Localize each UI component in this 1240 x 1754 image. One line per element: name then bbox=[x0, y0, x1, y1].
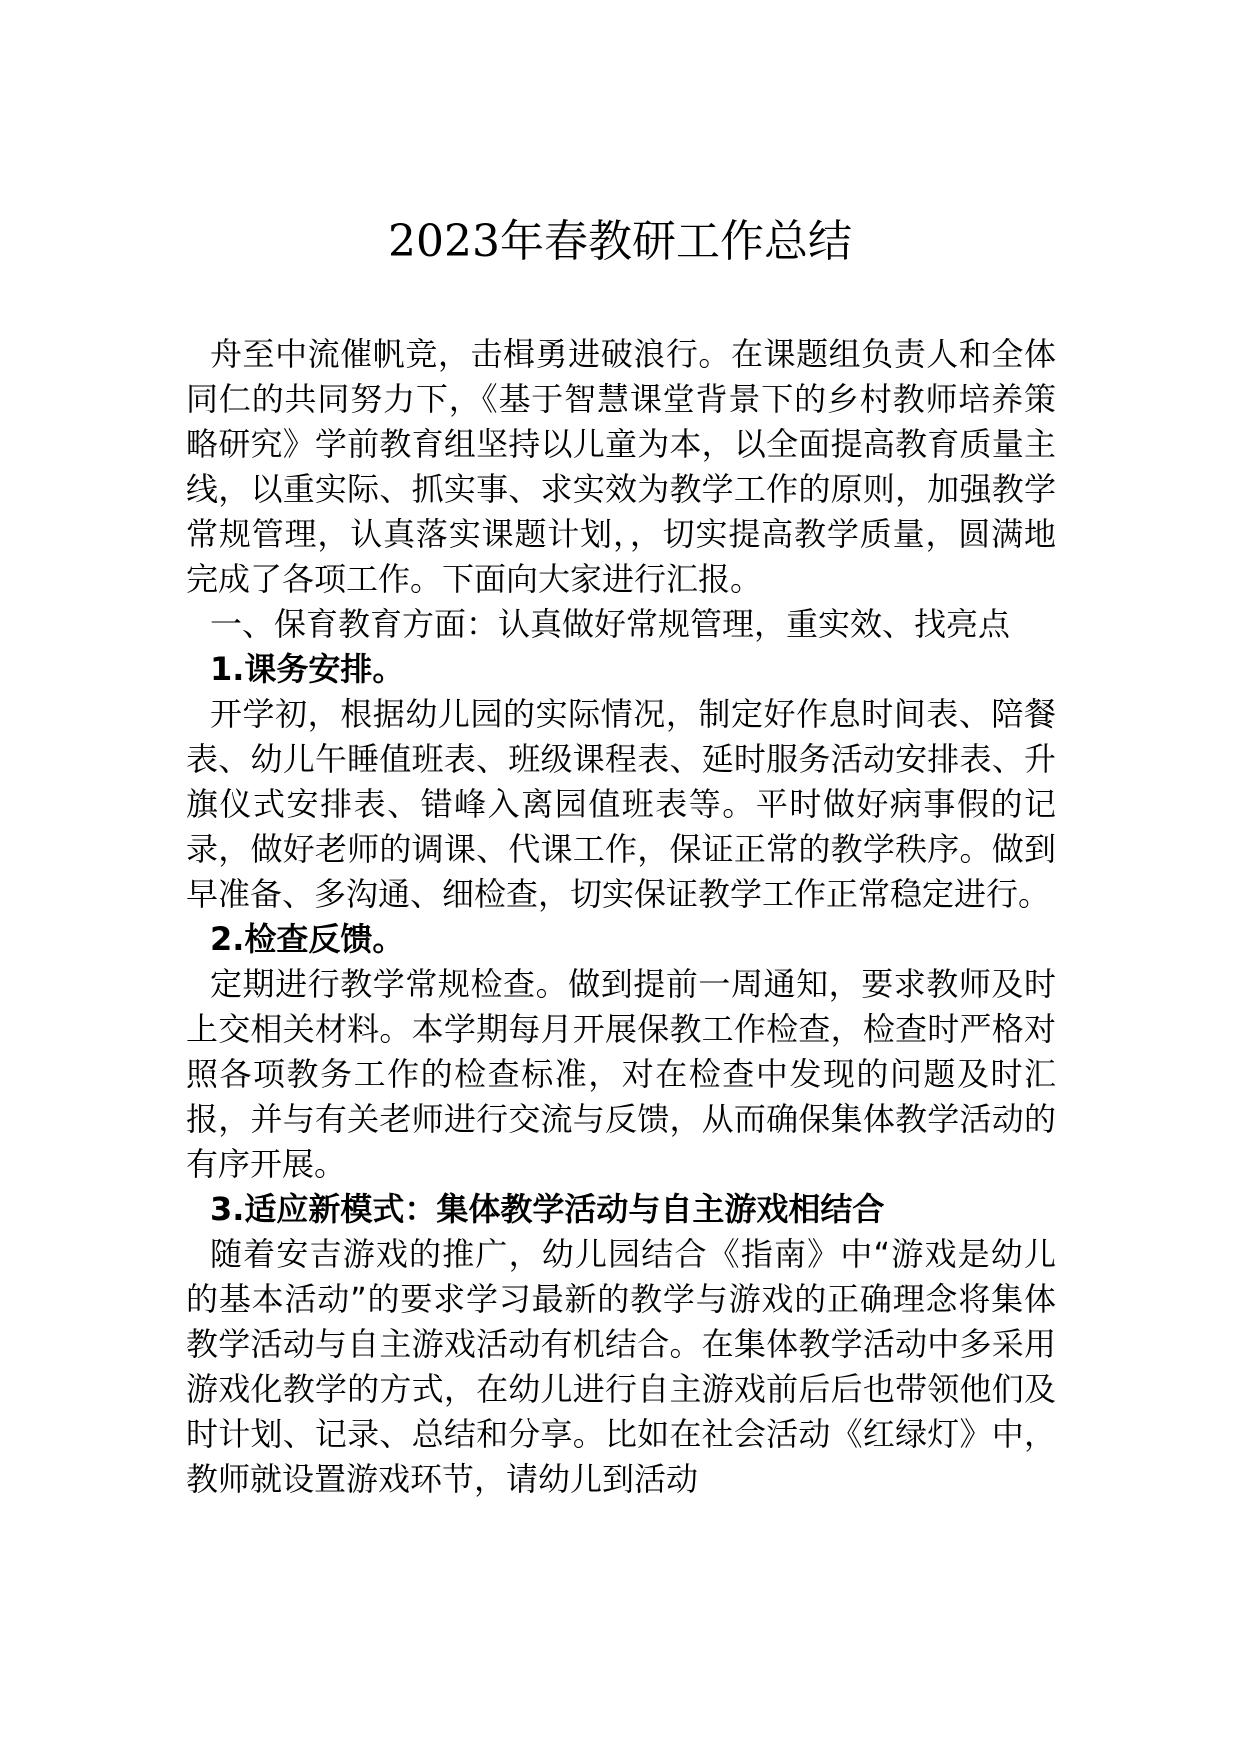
subheading-new-mode: 3.适应新模式：集体教学活动与自主游戏相结合 bbox=[210, 1190, 885, 1228]
paragraph-course-arrangement: 开学初，根据幼儿园的实际情况，制定好作息时间表、陪餐表、幼儿午睡值班表、班级课程表、延时服务活动安排表、升旗仪式安排表、错峰入离园值班表等。平时做好病事假的记录，做好老师的调课、代课工作，保证正常的教学秩序。做到早准备、多沟通、细检查，切实保证教学工作正常稳定进行。 bbox=[186, 695, 1056, 913]
subheading-inspection-feedback: 2.检查反馈。 bbox=[210, 920, 405, 958]
paragraph-new-mode: 随着安吉游戏的推广，幼儿园结合《指南》中“游戏是幼儿的基本活动”的要求学习最新的教学与游戏的正确理念将集体教学活动与自主游戏活动有机结合。在集体教学活动中多采用游戏化教学的方式，在幼儿进行自主游戏前后后也带领他们及时计划、记录、总结和分享。比如在社会活动《红绿灯》中，教师就设置游戏环节，请幼儿到活动 bbox=[186, 1235, 1056, 1498]
intro-paragraph: 舟至中流催帆竞，击楫勇进破浪行。在课题组负责人和全体同仁的共同努力下，《基于智慧课堂背景下的乡村教师培养策略研究》学前教育组坚持以儿童为本，以全面提高教育质量主线，以重实际、抓实事、求实效为教学工作的原则，加强教学常规管理，认真落实课题计划，，切实提高教学质量，圆满地完成了各项工作。下面向大家进行汇报。 bbox=[186, 335, 1056, 598]
section-heading-care-education: 一、保育教育方面：认真做好常规管理，重实效、找亮点 bbox=[210, 605, 1011, 643]
document-body bbox=[186, 332, 1056, 1502]
document-title: 2023年春教研工作总结 bbox=[388, 216, 852, 267]
paragraph-inspection-feedback: 定期进行教学常规检查。做到提前一周通知，要求教师及时上交相关材料。本学期每月开展保教工作检查，检查时严格对照各项教务工作的检查标准，对在检查中发现的问题及时汇报，并与有关老师进行交流与反馈，从而确保集体教学活动的有序开展。 bbox=[186, 965, 1056, 1183]
subheading-course-arrangement: 1.课务安排。 bbox=[210, 650, 405, 688]
